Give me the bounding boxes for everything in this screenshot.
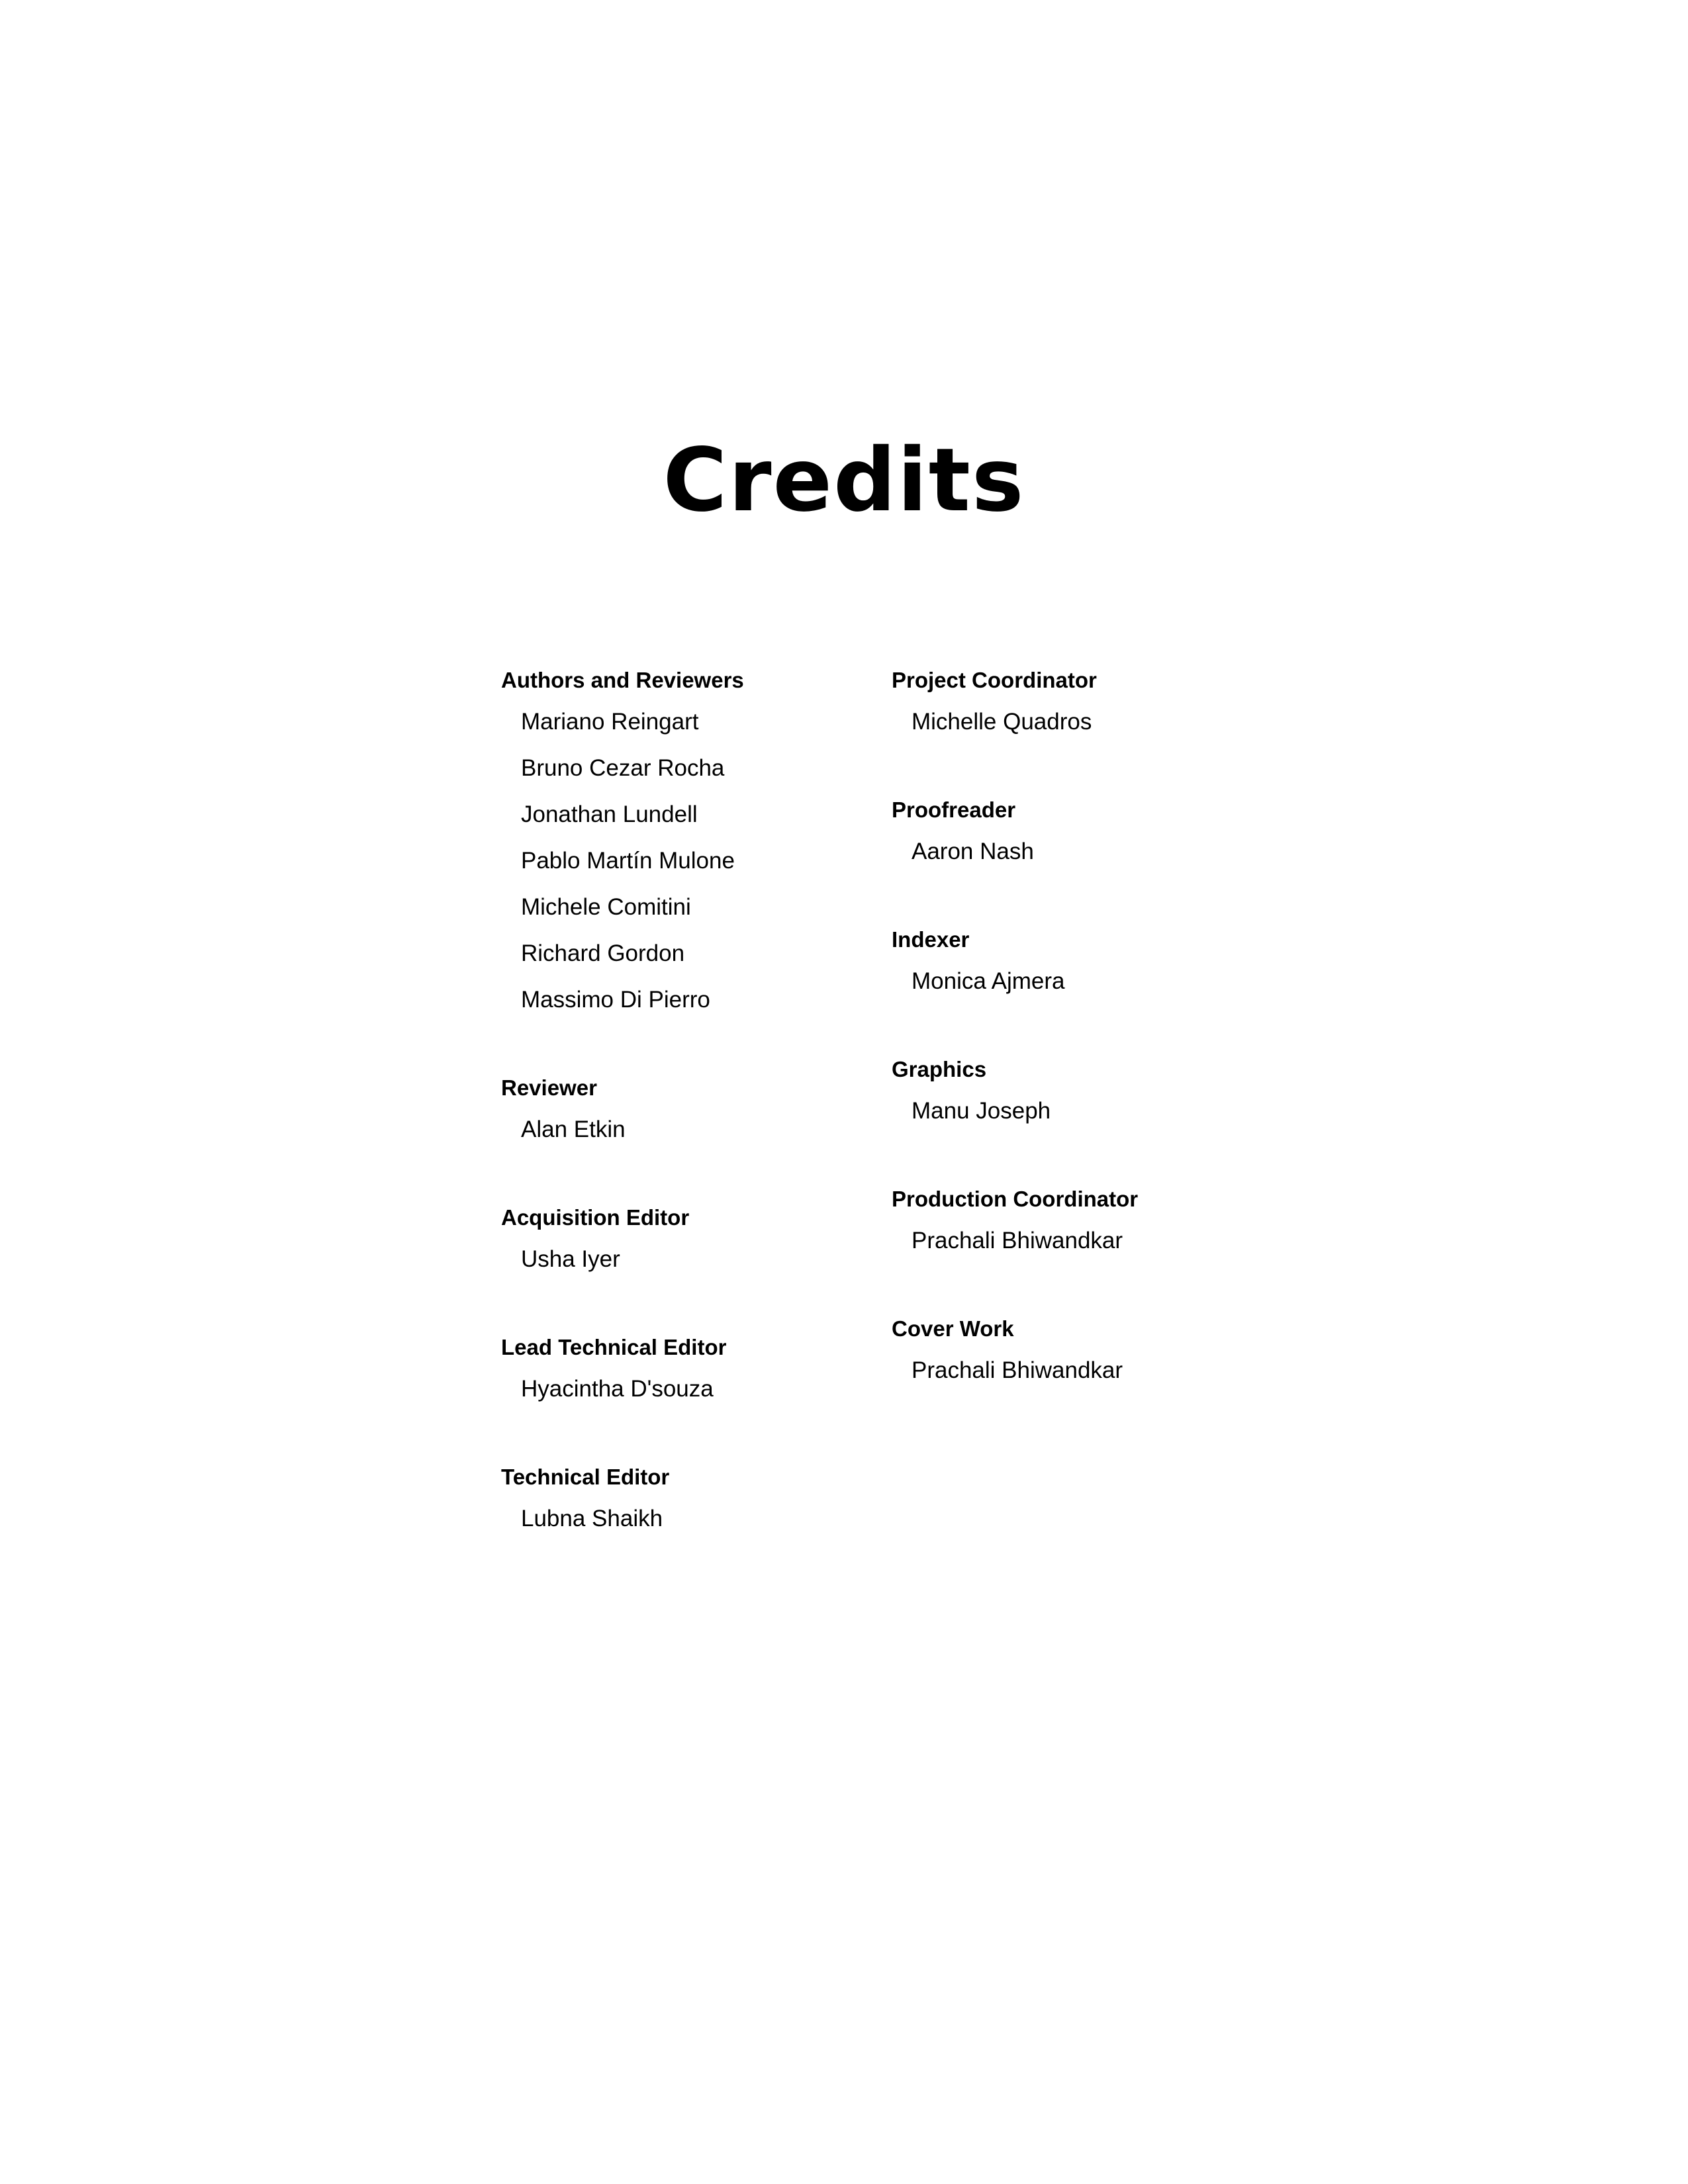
name-list [501,699,744,1023]
section-heading: Acquisition Editor [501,1205,690,1230]
credit-name: Pablo Martín Mulone [521,848,735,874]
section-heading: Graphics [892,1057,987,1081]
section-project-coordinator [892,662,1138,745]
credit-name: Richard Gordon [521,940,685,966]
section-cover-work [892,1310,1138,1394]
section-graphics [892,1051,1138,1134]
credit-name: Lubna Shaikh [521,1506,663,1531]
section-heading: Proofreader [892,797,1016,822]
section-indexer [892,921,1138,1005]
section-reviewer [501,1069,744,1153]
section-heading: Authors and Reviewers [501,668,744,692]
section-authors-and-reviewers [501,662,744,1023]
credit-name: Jonathan Lundell [521,801,698,827]
name-list [501,1236,744,1283]
credit-name: Usha Iyer [521,1246,620,1272]
name-list [892,1347,1138,1394]
credit-name: Prachali Bhiwandkar [912,1357,1123,1383]
name-list [892,1088,1138,1134]
section-lead-technical-editor [501,1329,744,1412]
section-heading: Indexer [892,927,970,952]
credit-name: Manu Joseph [912,1098,1051,1124]
name-list [892,1218,1138,1264]
section-heading: Cover Work [892,1316,1014,1341]
credits-column-right [892,662,1138,1440]
section-heading: Lead Technical Editor [501,1335,727,1359]
name-list [892,699,1138,745]
section-heading: Project Coordinator [892,668,1097,692]
name-list [501,1366,744,1412]
credit-name: Bruno Cezar Rocha [521,755,725,781]
credit-name: Alan Etkin [521,1116,626,1142]
section-heading: Reviewer [501,1075,597,1100]
credits-column-left [501,662,744,1588]
credit-name: Prachali Bhiwandkar [912,1228,1123,1253]
credit-name: Michelle Quadros [912,709,1092,735]
section-acquisition-editor [501,1199,744,1283]
credit-name: Monica Ajmera [912,968,1065,994]
section-proofreader [892,792,1138,875]
credit-name: Michele Comitini [521,894,691,920]
name-list [892,829,1138,875]
name-list [892,958,1138,1005]
section-production-coordinator [892,1181,1138,1264]
section-technical-editor [501,1459,744,1542]
section-heading: Production Coordinator [892,1187,1139,1211]
section-heading: Technical Editor [501,1465,670,1489]
name-list [501,1496,744,1542]
credit-name: Mariano Reingart [521,709,699,735]
credit-name: Massimo Di Pierro [521,987,710,1013]
name-list [501,1107,744,1153]
credit-name: Hyacintha D'souza [521,1376,714,1402]
page-title: Credits [663,430,1025,531]
credit-name: Aaron Nash [912,839,1034,864]
